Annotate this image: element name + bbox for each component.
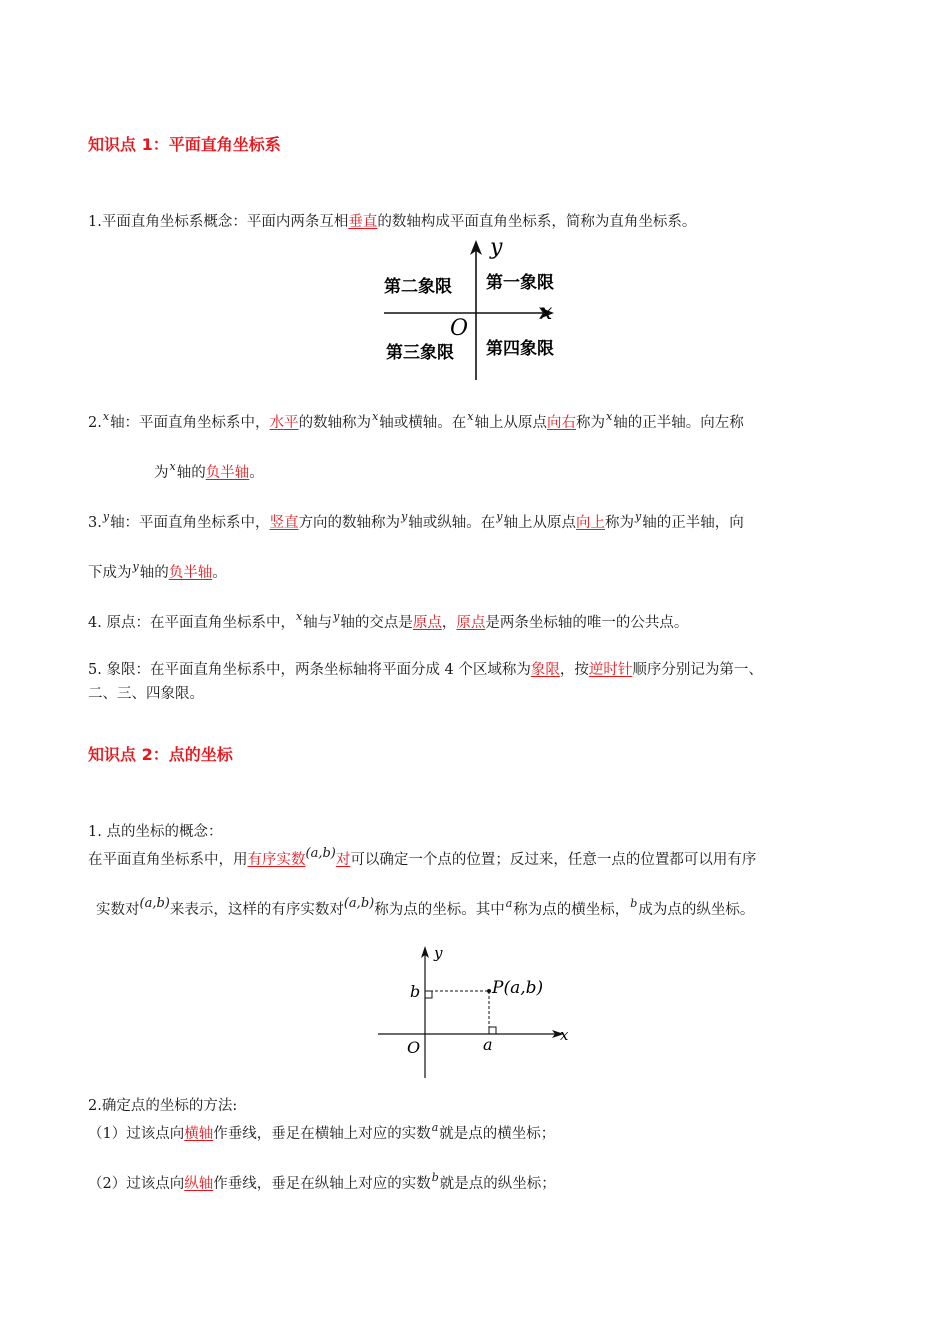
quadrant-2-label: 第二象限 bbox=[384, 277, 452, 297]
text: 作垂线，垂足在纵轴上对应的实数 bbox=[213, 1176, 431, 1192]
text: 称为 bbox=[605, 515, 634, 531]
text: 为 bbox=[154, 465, 169, 481]
subsection-title-point-coordinates: 1. 点的坐标的概念： bbox=[88, 824, 223, 840]
text: （2）过该点向 bbox=[88, 1176, 185, 1192]
right-angle-mark-y bbox=[425, 991, 432, 998]
paragraph-point-coordinates-line2 bbox=[96, 896, 755, 921]
text: 轴或纵轴。在 bbox=[408, 515, 496, 531]
keyword-negative-half-axis: 负半轴 bbox=[205, 465, 250, 481]
quadrant-3-label: 第三象限 bbox=[386, 343, 454, 363]
text: 。 bbox=[249, 465, 264, 481]
x-axis-label: x bbox=[540, 300, 553, 325]
text: 称为 bbox=[576, 415, 605, 431]
var-y: y bbox=[635, 510, 642, 523]
text: 就是点的横坐标； bbox=[439, 1126, 556, 1142]
method-step-2 bbox=[88, 1171, 556, 1195]
keyword-horizontal-axis: 横轴 bbox=[184, 1126, 214, 1142]
text: 轴的 bbox=[176, 465, 206, 481]
text: 2. bbox=[88, 415, 102, 431]
text: 就是点的纵坐标； bbox=[439, 1176, 556, 1192]
point-coordinate-diagram bbox=[374, 942, 578, 1080]
var-x: x bbox=[169, 460, 176, 473]
math-pair: (a,b) bbox=[305, 846, 336, 861]
text: 是两条坐标轴的唯一的公共点。 bbox=[485, 615, 689, 631]
quadrant-diagram bbox=[374, 236, 574, 382]
keyword-pair: 对 bbox=[335, 852, 351, 868]
text: 称为点的横坐标， bbox=[513, 902, 630, 918]
keyword-upward: 向上 bbox=[576, 515, 605, 531]
origin-label: O bbox=[407, 1038, 421, 1057]
keyword-perpendicular: 垂直 bbox=[348, 214, 378, 230]
keyword-ordered-real: 有序实数 bbox=[247, 852, 306, 868]
section-heading-2: 知识点 2：点的坐标 bbox=[88, 745, 233, 764]
text: 轴：平面直角坐标系中， bbox=[110, 515, 270, 531]
var-y: y bbox=[333, 610, 340, 623]
subsection-title-method: 2.确定点的坐标的方法: bbox=[88, 1098, 238, 1114]
paragraph-coordinate-system-definition bbox=[88, 212, 696, 232]
keyword-vertical-axis: 纵轴 bbox=[184, 1176, 214, 1192]
text: 轴与 bbox=[303, 615, 333, 631]
text: 轴的正半轴，向 bbox=[642, 515, 744, 531]
var-a: a bbox=[505, 897, 513, 910]
y-axis-label: y bbox=[490, 236, 503, 260]
keyword-horizontal: 水平 bbox=[269, 415, 299, 431]
var-y: y bbox=[132, 560, 139, 573]
var-y: y bbox=[496, 510, 503, 523]
paragraph-y-axis-line1 bbox=[88, 510, 744, 534]
text: 轴的 bbox=[139, 565, 169, 581]
a-label: a bbox=[483, 1035, 493, 1054]
quadrant-4-label: 第四象限 bbox=[486, 339, 554, 359]
x-axis-label: x bbox=[560, 1026, 569, 1044]
paragraph-point-coordinates-line1 bbox=[88, 846, 757, 871]
text: 作垂线，垂足在横轴上对应的实数 bbox=[213, 1126, 431, 1142]
var-x: x bbox=[467, 410, 474, 423]
text: 方向的数轴称为 bbox=[298, 515, 401, 531]
keyword-quadrant: 象限 bbox=[530, 662, 560, 678]
point-p-label: P(a,b) bbox=[492, 978, 544, 998]
text: 4. 原点：在平面直角坐标系中， bbox=[88, 615, 295, 631]
var-y: y bbox=[401, 510, 408, 523]
text: 成为点的纵坐标。 bbox=[638, 902, 755, 918]
y-axis-label: y bbox=[434, 944, 443, 962]
var-y: y bbox=[102, 510, 110, 523]
keyword-negative-half-axis: 负半轴 bbox=[168, 565, 213, 581]
var-b: b bbox=[630, 897, 638, 910]
method-step-1 bbox=[88, 1121, 556, 1145]
right-angle-mark-x bbox=[489, 1027, 496, 1034]
paragraph-y-axis-line2 bbox=[88, 560, 227, 584]
text: 3. bbox=[88, 515, 102, 531]
math-pair: (a,b) bbox=[139, 896, 170, 911]
text: 轴或横轴。在 bbox=[379, 415, 467, 431]
text: 称为点的坐标。其中 bbox=[374, 902, 505, 918]
section-heading-1: 知识点 1：平面直角坐标系 bbox=[88, 135, 281, 154]
text: 轴：平面直角坐标系中， bbox=[110, 415, 270, 431]
text: 来表示，这样的有序实数对 bbox=[169, 902, 344, 918]
var-x: x bbox=[606, 410, 613, 423]
text: 轴上从原点 bbox=[474, 415, 547, 431]
text: 在平面直角坐标系中，用 bbox=[88, 852, 248, 868]
var-a: a bbox=[431, 1121, 439, 1134]
paragraph-quadrant-line2: 二、三、四象限。 bbox=[88, 686, 204, 702]
text: 可以确定一个点的位置；反过来，任意一点的位置都可以用有序 bbox=[350, 852, 757, 868]
text: 。 bbox=[212, 565, 227, 581]
var-x: x bbox=[102, 410, 110, 423]
math-pair: (a,b) bbox=[343, 896, 375, 911]
b-label: b bbox=[410, 982, 421, 1001]
quadrant-1-label: 第一象限 bbox=[486, 273, 554, 293]
text: 顺序分别记为第一、 bbox=[632, 662, 763, 678]
keyword-counterclockwise: 逆时针 bbox=[588, 662, 633, 678]
text: 轴上从原点 bbox=[503, 515, 576, 531]
keyword-origin: 原点 bbox=[456, 615, 486, 631]
text: （1）过该点向 bbox=[88, 1126, 185, 1142]
origin-label: O bbox=[450, 316, 469, 341]
var-x: x bbox=[372, 410, 379, 423]
var-b: b bbox=[431, 1171, 439, 1184]
paragraph-x-axis-line2 bbox=[154, 460, 264, 484]
text: 5. 象限：在平面直角坐标系中，两条坐标轴将平面分成 4 个区域称为 bbox=[88, 662, 531, 678]
text: 的数轴构成平面直角坐标系，简称为直角坐标系。 bbox=[377, 214, 697, 230]
keyword-vertical: 竖直 bbox=[269, 515, 299, 531]
var-x: x bbox=[295, 610, 303, 623]
text: ，按 bbox=[559, 662, 589, 678]
text: 1.平面直角坐标系概念：平面内两条互相 bbox=[88, 214, 349, 230]
paragraph-origin bbox=[88, 610, 689, 634]
paragraph-x-axis-line1 bbox=[88, 410, 744, 434]
text: 轴的交点是 bbox=[340, 615, 413, 631]
text: ， bbox=[441, 615, 457, 631]
text: 的数轴称为 bbox=[298, 415, 372, 431]
text: 实数对 bbox=[96, 902, 140, 918]
keyword-rightward: 向右 bbox=[547, 415, 576, 431]
point-p bbox=[487, 989, 491, 993]
keyword-origin: 原点 bbox=[412, 615, 442, 631]
text: 下成为 bbox=[88, 565, 132, 581]
paragraph-quadrant-line1 bbox=[88, 660, 763, 680]
text: 轴的正半轴。向左称 bbox=[613, 415, 744, 431]
